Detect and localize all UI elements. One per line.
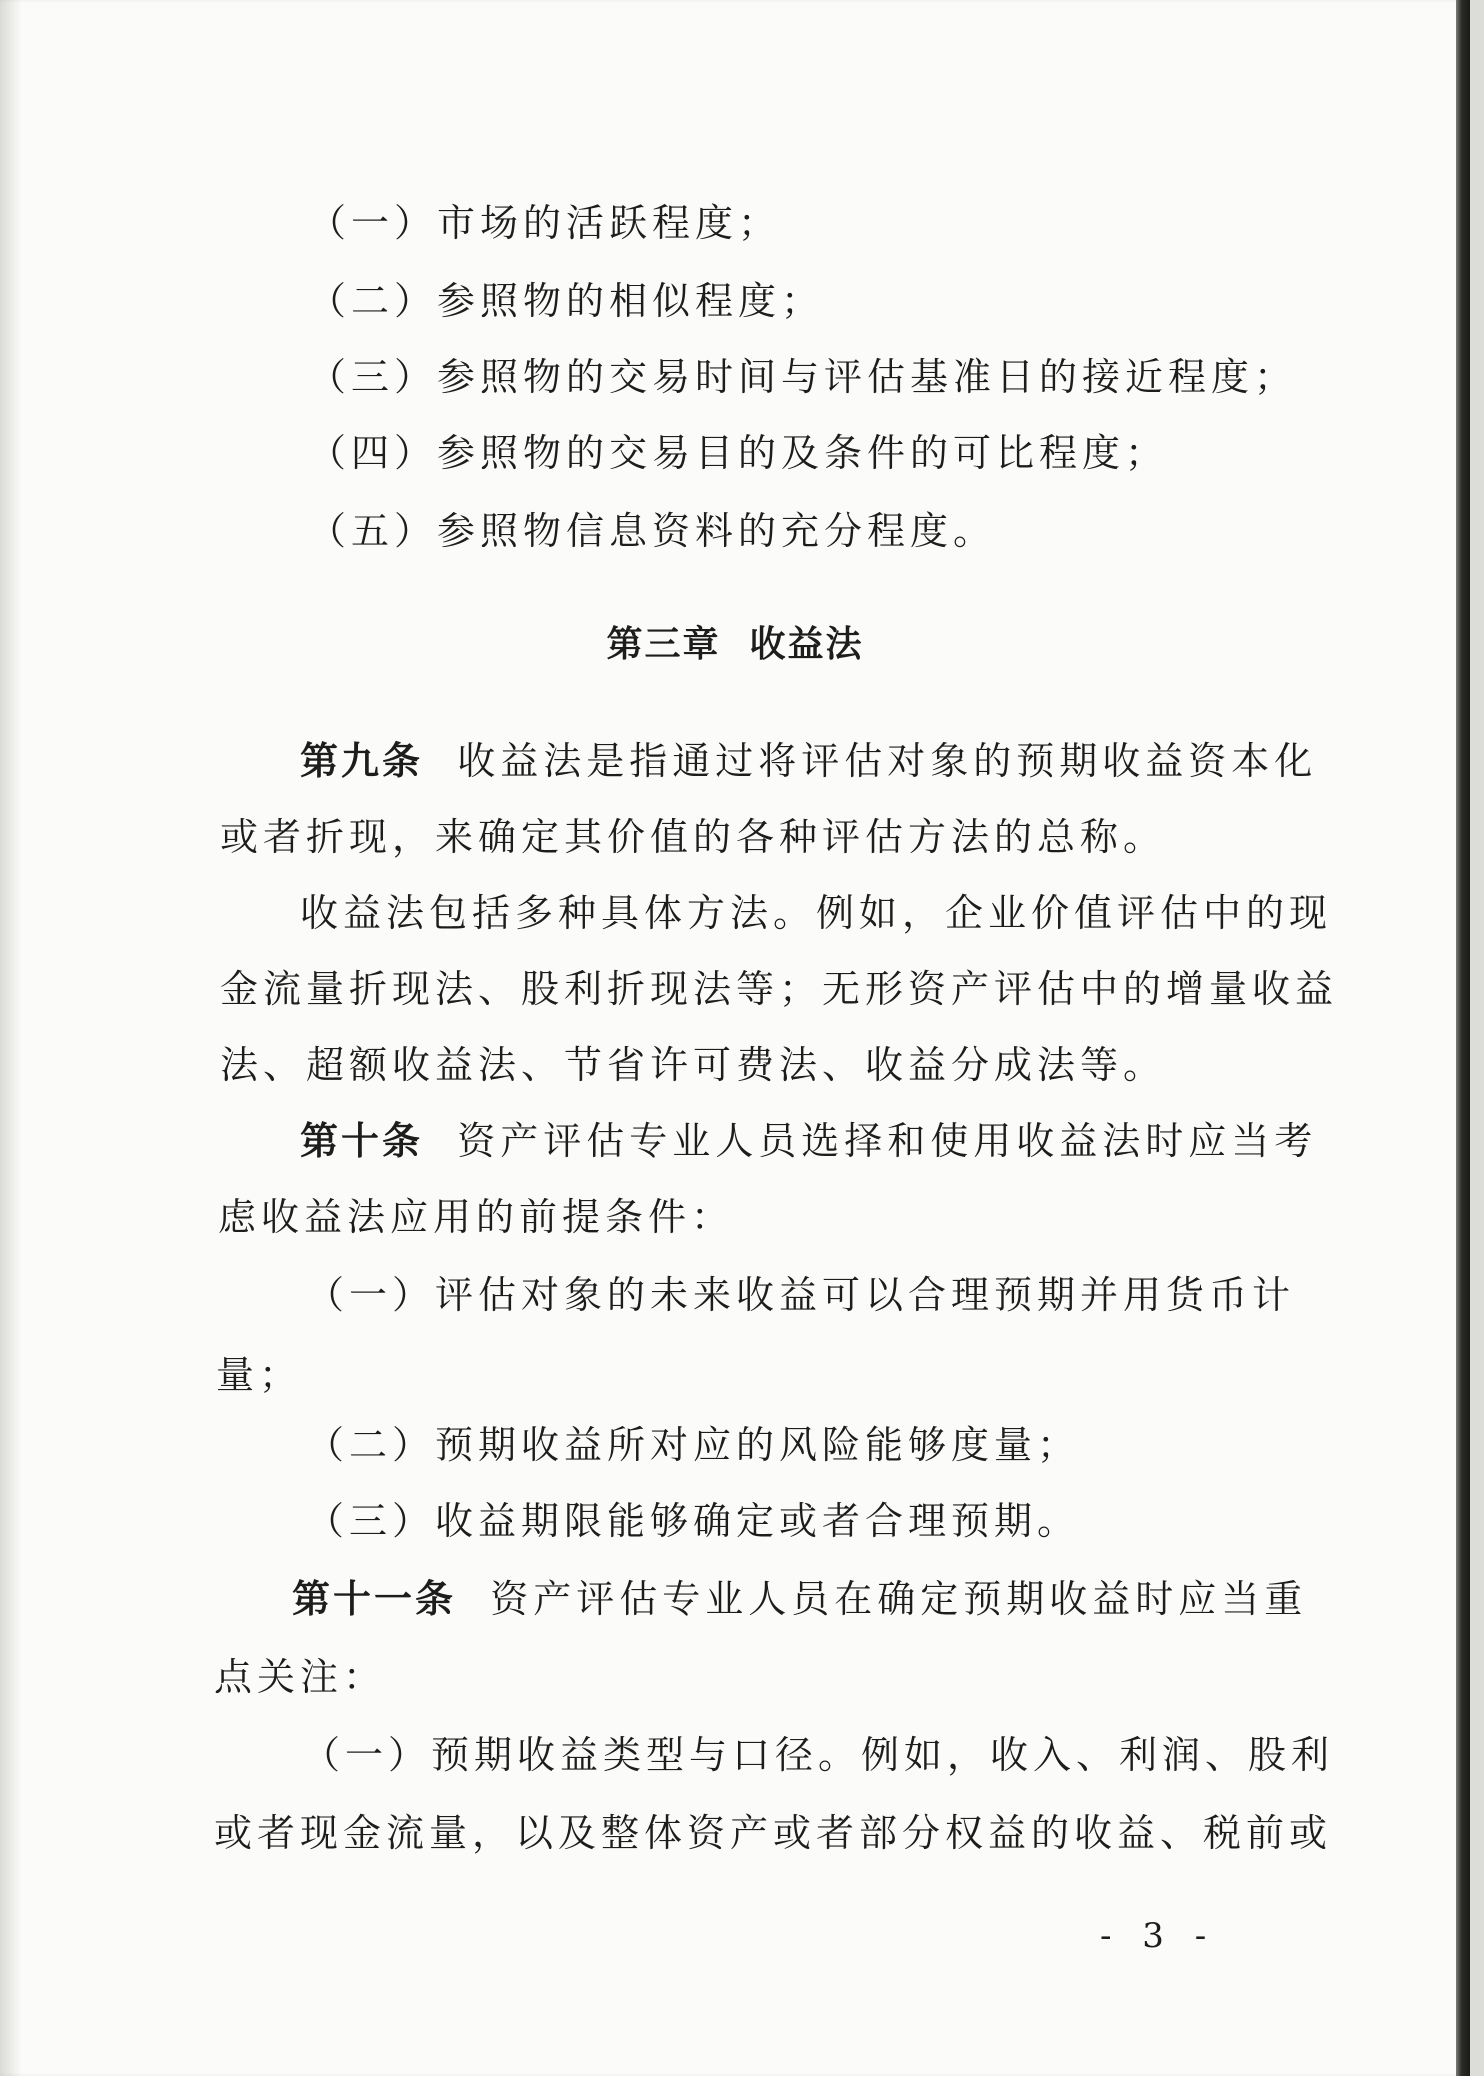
paragraph-line: 金流量折现法、股利折现法等；无形资产评估中的增量收益 — [220, 967, 1339, 1011]
article-9-line-2: 或者折现，来确定其价值的各种评估方法的总称。 — [220, 815, 1167, 859]
page-number: - 3 - — [1100, 1916, 1217, 1956]
page-left-shadow — [0, 0, 22, 2076]
item-line: （一）预期收益类型与口径。例如，收入、利润、股利 — [302, 1733, 1335, 1777]
item-line: （三）参照物的交易时间与评估基准日的接近程度； — [308, 355, 1298, 399]
article-9-label: 第九条 — [300, 739, 424, 783]
article-11-line-2: 点关注： — [214, 1655, 387, 1699]
article-11-text: 资产评估专业人员在确定预期收益时应当重 — [490, 1577, 1308, 1621]
item-line: （四）参照物的交易目的及条件的可比程度； — [308, 431, 1169, 475]
article-9-line-1 — [300, 738, 1317, 784]
item-line: （一）市场的活跃程度； — [308, 201, 782, 245]
item-line: 量； — [216, 1353, 303, 1397]
item-line: （三）收益期限能够确定或者合理预期。 — [306, 1499, 1081, 1543]
article-10-line-1 — [300, 1118, 1317, 1164]
article-11-line-1 — [292, 1576, 1307, 1622]
paragraph-line: 法、超额收益法、节省许可费法、收益分成法等。 — [220, 1043, 1167, 1087]
article-10-line-2: 虑收益法应用的前提条件： — [218, 1195, 735, 1239]
article-11-label: 第十一条 — [292, 1577, 457, 1621]
article-9-text: 收益法是指通过将评估对象的预期收益资本化 — [457, 739, 1318, 783]
item-line: 或者现金流量，以及整体资产或者部分权益的收益、税前或 — [214, 1811, 1333, 1855]
item-line: （二）预期收益所对应的风险能够度量； — [306, 1423, 1081, 1467]
page-right-edge — [1456, 0, 1470, 2076]
item-line: （二）参照物的相似程度； — [308, 279, 825, 323]
article-10-text: 资产评估专业人员选择和使用收益法时应当考 — [457, 1119, 1318, 1163]
item-line: （一）评估对象的未来收益可以合理预期并用货币计 — [306, 1273, 1296, 1317]
paragraph-line: 收益法包括多种具体方法。例如，企业价值评估中的现 — [300, 891, 1333, 935]
item-line: （五）参照物信息资料的充分程度。 — [308, 509, 997, 553]
article-10-label: 第十条 — [300, 1119, 424, 1163]
chapter-title: 第三章 收益法 — [606, 624, 864, 665]
